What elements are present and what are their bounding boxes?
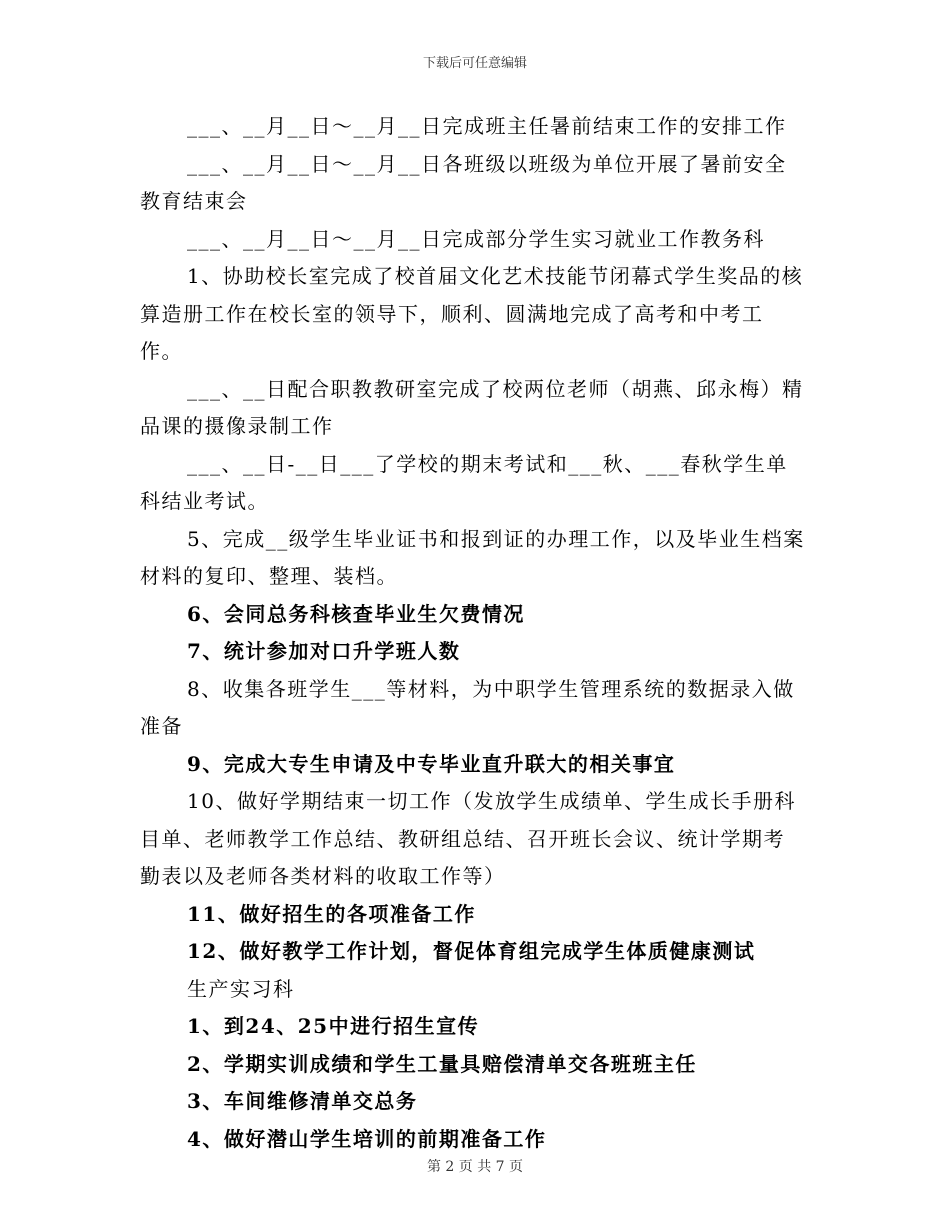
paragraph-11: 9、完成大专生申请及中专毕业直升联大的相关事宜 <box>187 751 676 776</box>
paragraph-16: 1、到24、25中进行招生宣传 <box>187 1014 480 1038</box>
paragraph-10: 8、收集各班学生___等材料，为中职学生管理系统的数据录入做准备 <box>140 676 795 738</box>
section-heading-production-practice: 生产实习科 <box>187 976 295 1001</box>
paragraph-3: ___、__月__日～__月__日完成部分学生实习就业工作教务科 <box>187 226 765 251</box>
paragraph-6: ___、__日-__日___了学校的期末考试和___秋、___春秋学生单科结业考试。 <box>140 451 788 513</box>
paragraph-8: 6、会同总务科核查毕业生欠费情况 <box>187 601 525 626</box>
paragraph-12: 10、做好学期结束一切工作（发放学生成绩单、学生成长手册科目单、老师教学工作总结、教研组总结、召开班长会议、统计学期考勤表以及老师各类材料的收取工作等） <box>140 789 796 888</box>
paragraph-17: 2、学期实训成绩和学生工量具赔偿清单交各班班主任 <box>187 1051 697 1076</box>
paragraph-18: 3、车间维修清单交总务 <box>187 1089 418 1113</box>
paragraph-2: ___、__月__日～__月__日各班级以班级为单位开展了暑前安全教育结束会 <box>140 151 787 213</box>
page-header: 下载后可任意编辑 <box>422 56 527 71</box>
paragraph-1: ___、__月__日～__月__日完成班主任暑前结束工作的安排工作 <box>187 114 787 138</box>
paragraph-5: ___、__日配合职教教研室完成了校两位老师（胡燕、邱永梅）精品课的摄像录制工作 <box>140 376 804 438</box>
paragraph-13: 11、做好招生的各项准备工作 <box>187 901 476 926</box>
paragraph-9: 7、统计参加对口升学班人数 <box>187 639 461 663</box>
paragraph-14: 12、做好教学工作计划，督促体育组完成学生体质健康测试 <box>187 939 756 963</box>
page-number-footer: 第 2 页 共 7 页 <box>426 1159 524 1175</box>
paragraph-4: 1、协助校长室完成了校首届文化艺术技能节闭幕式学生奖品的核算造册工作在校长室的领导下，顺利、圆满地完成了高考和中考工作。 <box>140 264 804 363</box>
paragraph-7: 5、完成__级学生毕业证书和报到证的办理工作，以及毕业生档案材料的复印、整理、装档。 <box>140 526 805 588</box>
document-body <box>140 108 805 1158</box>
paragraph-19: 4、做好潜山学生培训的前期准备工作 <box>187 1126 547 1151</box>
